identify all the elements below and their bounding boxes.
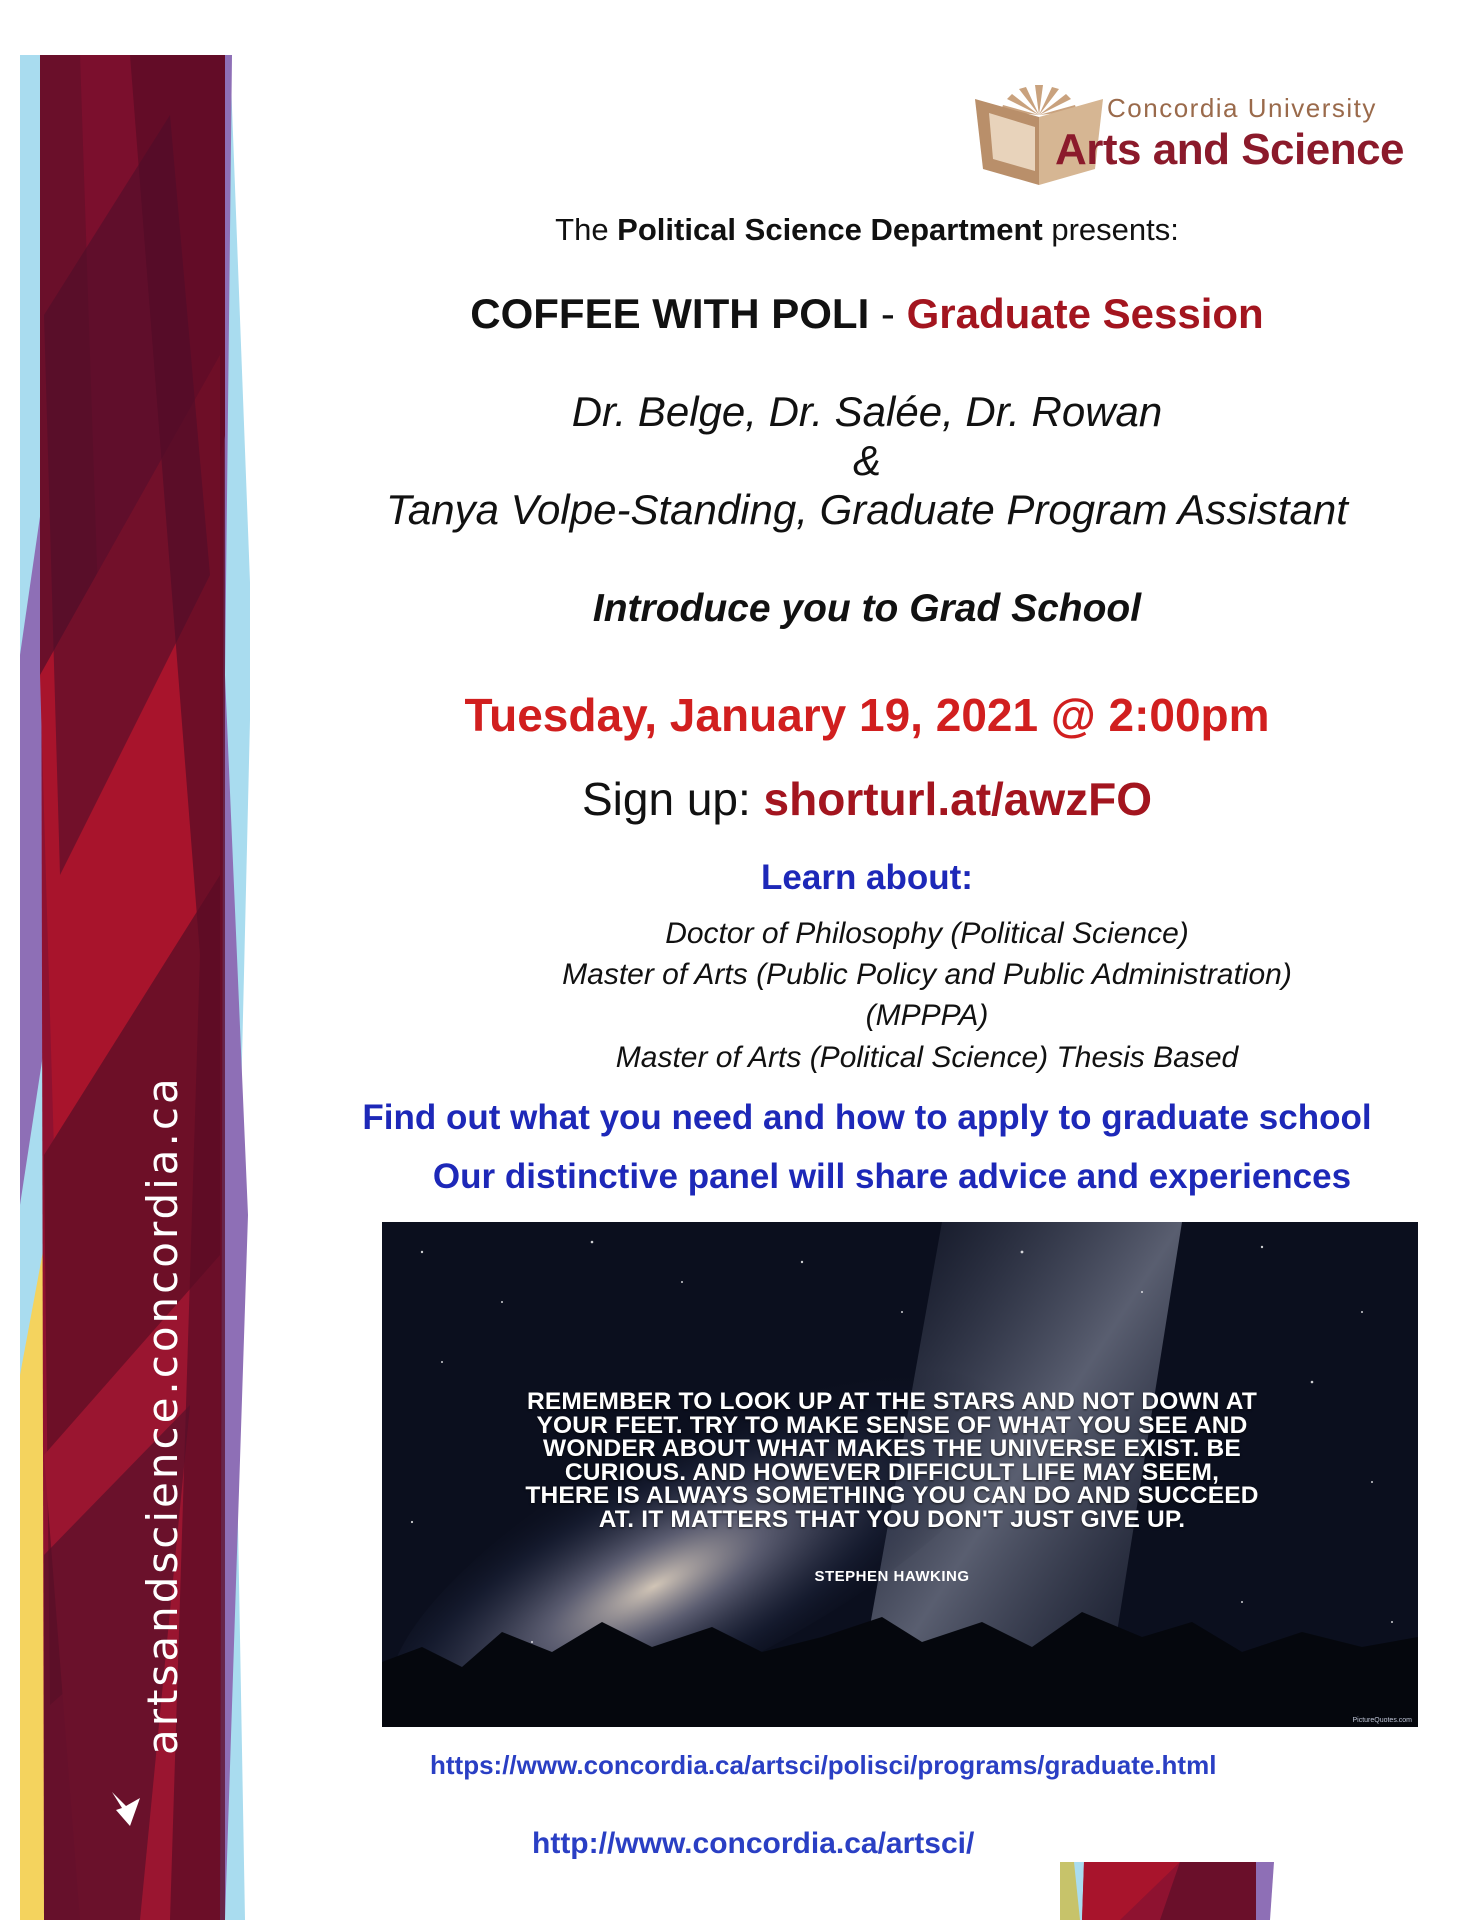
intro-line: Introduce you to Grad School [592,587,1142,630]
presents-line: The Political Science Department presents: [555,212,1179,247]
program-ma-thesis: Master of Arts (Political Science) Thesis Based [615,1041,1239,1074]
presenters: Dr. Belge, Dr. Salée, Dr. Rowan [571,388,1163,435]
assistant-name: Tanya Volpe-Standing, Graduate Program Assistant [386,486,1348,533]
tagline-panel: Our distinctive panel will share advice and experiences [432,1157,1352,1196]
ampersand: & [852,437,881,484]
event-subtitle: Graduate Session [906,290,1264,337]
graduate-programs-link[interactable]: https://www.concordia.ca/artsci/polisci/programs/graduate.html [430,1750,1217,1780]
learn-about-heading: Learn about: [761,858,973,897]
concordia-arts-science-logo [975,85,1405,195]
department-name: Political Science Department [617,212,1043,247]
program-mpppa: Master of Arts (Public Policy and Public Administration) [562,958,1292,991]
program-phd: Doctor of Philosophy (Political Science) [665,917,1189,950]
quote-author: STEPHEN HAWKING [814,1568,970,1585]
program-mpppa-abbrev: (MPPPA) [865,999,989,1032]
decorative-side-band [20,55,250,1920]
stephen-hawking-quote-image [382,1222,1418,1727]
event-datetime: Tuesday, January 19, 2021 @ 2:00pm [464,689,1270,741]
vertical-website-url: artsandscience.concordia.ca [138,1075,187,1755]
faculty-name: Arts and Science [1055,125,1405,174]
concordia-bird-icon [108,1788,144,1828]
signup-line: Sign up: shorturl.at/awzFO [581,773,1153,825]
event-title: COFFEE WITH POLI - Graduate Session [470,290,1264,337]
quote-text: REMEMBER TO LOOK UP AT THE STARS AND NOT DOWN AT YOUR FEET. TRY TO MAKE SENSE OF WHAT YOU SEE AND WONDER ABOUT WHAT MAKES THE UNIVERSE EXIST. BE CURIOUS. AND HOWEVER DIFFICULT LIFE MAY SEEM, THERE IS ALWAYS SOMETHING YOU CAN DO AND SUCCEED AT. IT MATTERS THAT YOU DON'T JUST GIVE UP. [525,1388,1259,1533]
tagline-apply: Find out what you need and how to apply to graduate school [362,1098,1372,1137]
decorative-corner-band [1060,1862,1274,1920]
image-credit: PictureQuotes.com [1352,1717,1412,1724]
signup-link[interactable]: shorturl.at/awzFO [763,773,1153,825]
artsci-link[interactable]: http://www.concordia.ca/artsci/ [532,1827,975,1860]
university-name: Concordia University [1107,93,1377,123]
